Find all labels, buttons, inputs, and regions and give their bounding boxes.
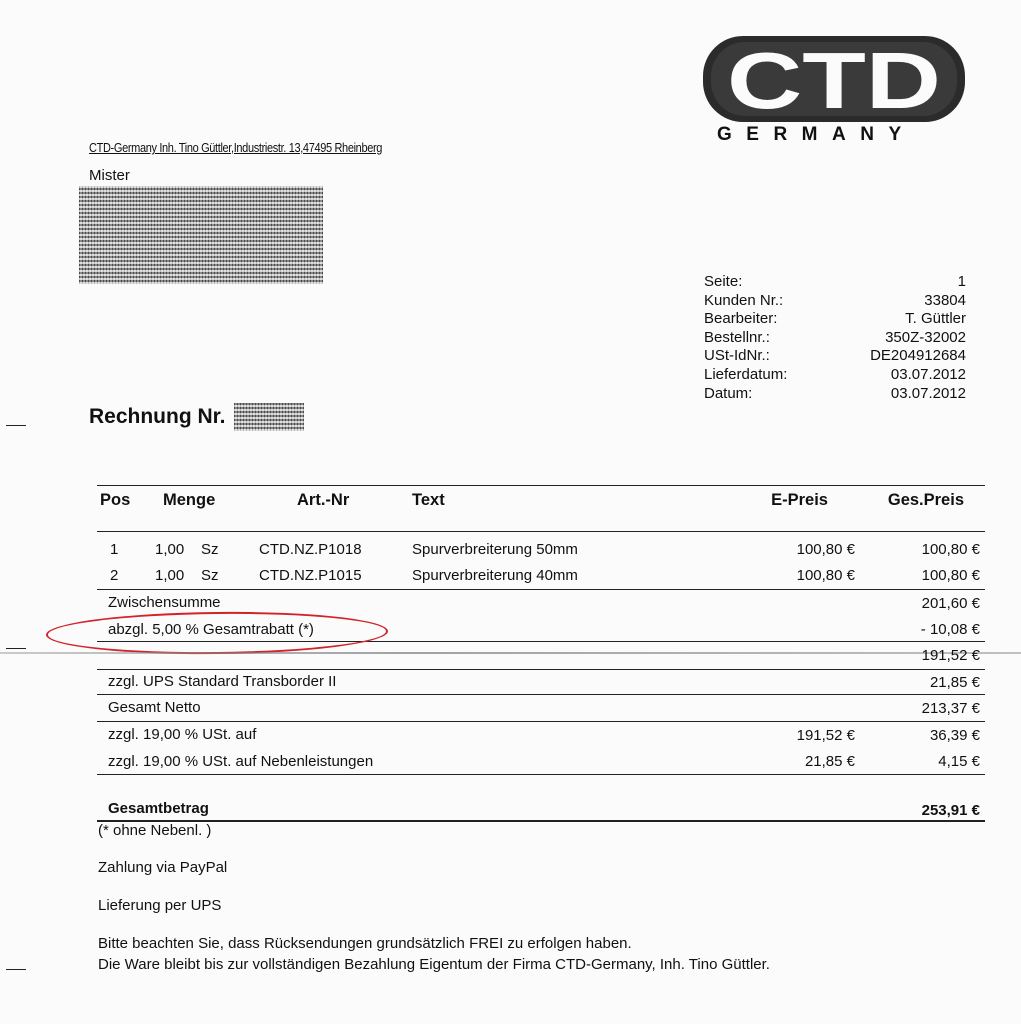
- meta-value: 33804: [924, 291, 966, 309]
- row1-unit: Sz: [201, 541, 219, 558]
- delivery-note: Lieferung per UPS: [98, 897, 222, 914]
- meta-row-clerk: [704, 310, 966, 329]
- vat-label: zzgl. 19,00 % USt. auf: [108, 726, 257, 743]
- row1-menge: 1,00: [155, 541, 185, 558]
- vat-extra-value: 4,15 €: [938, 753, 980, 770]
- row2-unit: Sz: [201, 567, 219, 584]
- table-rule: [97, 531, 985, 532]
- ctd-logo: [703, 36, 965, 122]
- ownership-note: Die Ware bleibt bis zur vollständigen Bezahlung Eigentum der Firma CTD-Germany, Inh. Tino Güttler.: [98, 956, 770, 973]
- row2-pos: 2: [110, 567, 119, 584]
- header-gespreis: Ges.Preis: [887, 491, 964, 509]
- table-rule: [97, 485, 985, 486]
- meta-label: Kunden Nr.:: [704, 291, 784, 309]
- payment-note: Zahlung via PayPal: [98, 859, 228, 876]
- discount-label: abzgl. 5,00 % Gesamtrabatt (*): [108, 621, 314, 638]
- shipping-label: zzgl. UPS Standard Transborder II: [108, 673, 337, 690]
- fold-mark: [6, 648, 26, 649]
- header-text: Text: [412, 491, 445, 509]
- grand-total-value: 253,91 €: [921, 802, 980, 819]
- header-epreis: E-Preis: [771, 491, 828, 509]
- shipping-value: 21,85 €: [929, 674, 980, 691]
- footnote: (* ohne Nebenl. ): [98, 822, 212, 839]
- redacted-invoice-number: [234, 403, 304, 431]
- meta-value: 03.07.2012: [890, 365, 966, 383]
- meta-label: Lieferdatum:: [704, 365, 788, 383]
- subtotal-value: 201,60 €: [921, 595, 980, 612]
- row1-pos: 1: [110, 541, 119, 558]
- sender-address: CTD-Germany Inh. Tino Güttler,Industriestr. 13,47495 Rheinberg: [89, 141, 383, 155]
- row2-artnr: CTD.NZ.P1015: [259, 567, 362, 584]
- grand-total-label: Gesamtbetrag: [108, 800, 209, 817]
- invoice-title: [89, 403, 304, 431]
- highlight-ellipse: [46, 610, 388, 656]
- meta-row-customer: [704, 292, 966, 311]
- fold-mark: [6, 425, 26, 426]
- vat-extra-base: 21,85 €: [804, 753, 855, 770]
- logo-subtitle: GERMANY: [717, 124, 916, 145]
- meta-label: USt-IdNr.:: [704, 347, 770, 365]
- row2-gespreis: 100,80 €: [921, 567, 980, 584]
- logo-text: CTD: [727, 36, 941, 122]
- header-artnr: Art.-Nr: [297, 491, 350, 509]
- vat-extra-label: zzgl. 19,00 % USt. auf Nebenleistungen: [108, 753, 374, 770]
- meta-value: 03.07.2012: [890, 384, 966, 402]
- meta-row-vatid: [704, 347, 966, 366]
- net-total-value: 213,37 €: [921, 700, 980, 717]
- meta-value: DE204912684: [870, 347, 966, 365]
- table-rule-total: [97, 820, 985, 822]
- table-rule: [97, 774, 985, 775]
- row2-text: Spurverbreiterung 40mm: [412, 567, 578, 584]
- meta-row-page: [704, 273, 966, 292]
- invoice-meta: [704, 273, 966, 403]
- vat-value: 36,39 €: [929, 727, 980, 744]
- meta-label: Bearbeiter:: [704, 310, 778, 328]
- meta-value: 1: [957, 273, 966, 290]
- row1-text: Spurverbreiterung 50mm: [412, 541, 578, 558]
- meta-row-order: [704, 329, 966, 348]
- table-rule: [97, 694, 985, 695]
- table-rule: [97, 721, 985, 722]
- vat-base: 191,52 €: [796, 727, 855, 744]
- meta-label: Seite:: [704, 273, 743, 290]
- row1-gespreis: 100,80 €: [921, 541, 980, 558]
- table-rule: [97, 589, 985, 590]
- meta-row-date: [704, 385, 966, 404]
- salutation: Mister: [89, 167, 130, 184]
- net-total-label: Gesamt Netto: [108, 699, 201, 716]
- subtotal-label: Zwischensumme: [108, 594, 221, 611]
- row1-epreis: 100,80 €: [796, 541, 855, 558]
- table-rule: [97, 669, 985, 670]
- discount-value: - 10,08 €: [920, 621, 980, 638]
- header-menge: Menge: [163, 491, 216, 509]
- fold-mark: [6, 969, 26, 970]
- meta-label: Bestellnr.:: [704, 328, 770, 346]
- row1-artnr: CTD.NZ.P1018: [259, 541, 362, 558]
- after-discount-value: 191,52 €: [921, 647, 980, 664]
- redacted-address: [79, 186, 323, 284]
- meta-value: T. Güttler: [905, 310, 966, 328]
- meta-label: Datum:: [704, 384, 753, 402]
- header-pos: Pos: [100, 491, 131, 509]
- row2-epreis: 100,80 €: [796, 567, 855, 584]
- return-note: Bitte beachten Sie, dass Rücksendungen grundsätzlich FREI zu erfolgen haben.: [98, 935, 632, 952]
- meta-row-delivery-date: [704, 366, 966, 385]
- invoice-title-text: Rechnung Nr.: [89, 405, 226, 428]
- meta-value: 350Z-32002: [885, 328, 966, 346]
- row2-menge: 1,00: [155, 567, 185, 584]
